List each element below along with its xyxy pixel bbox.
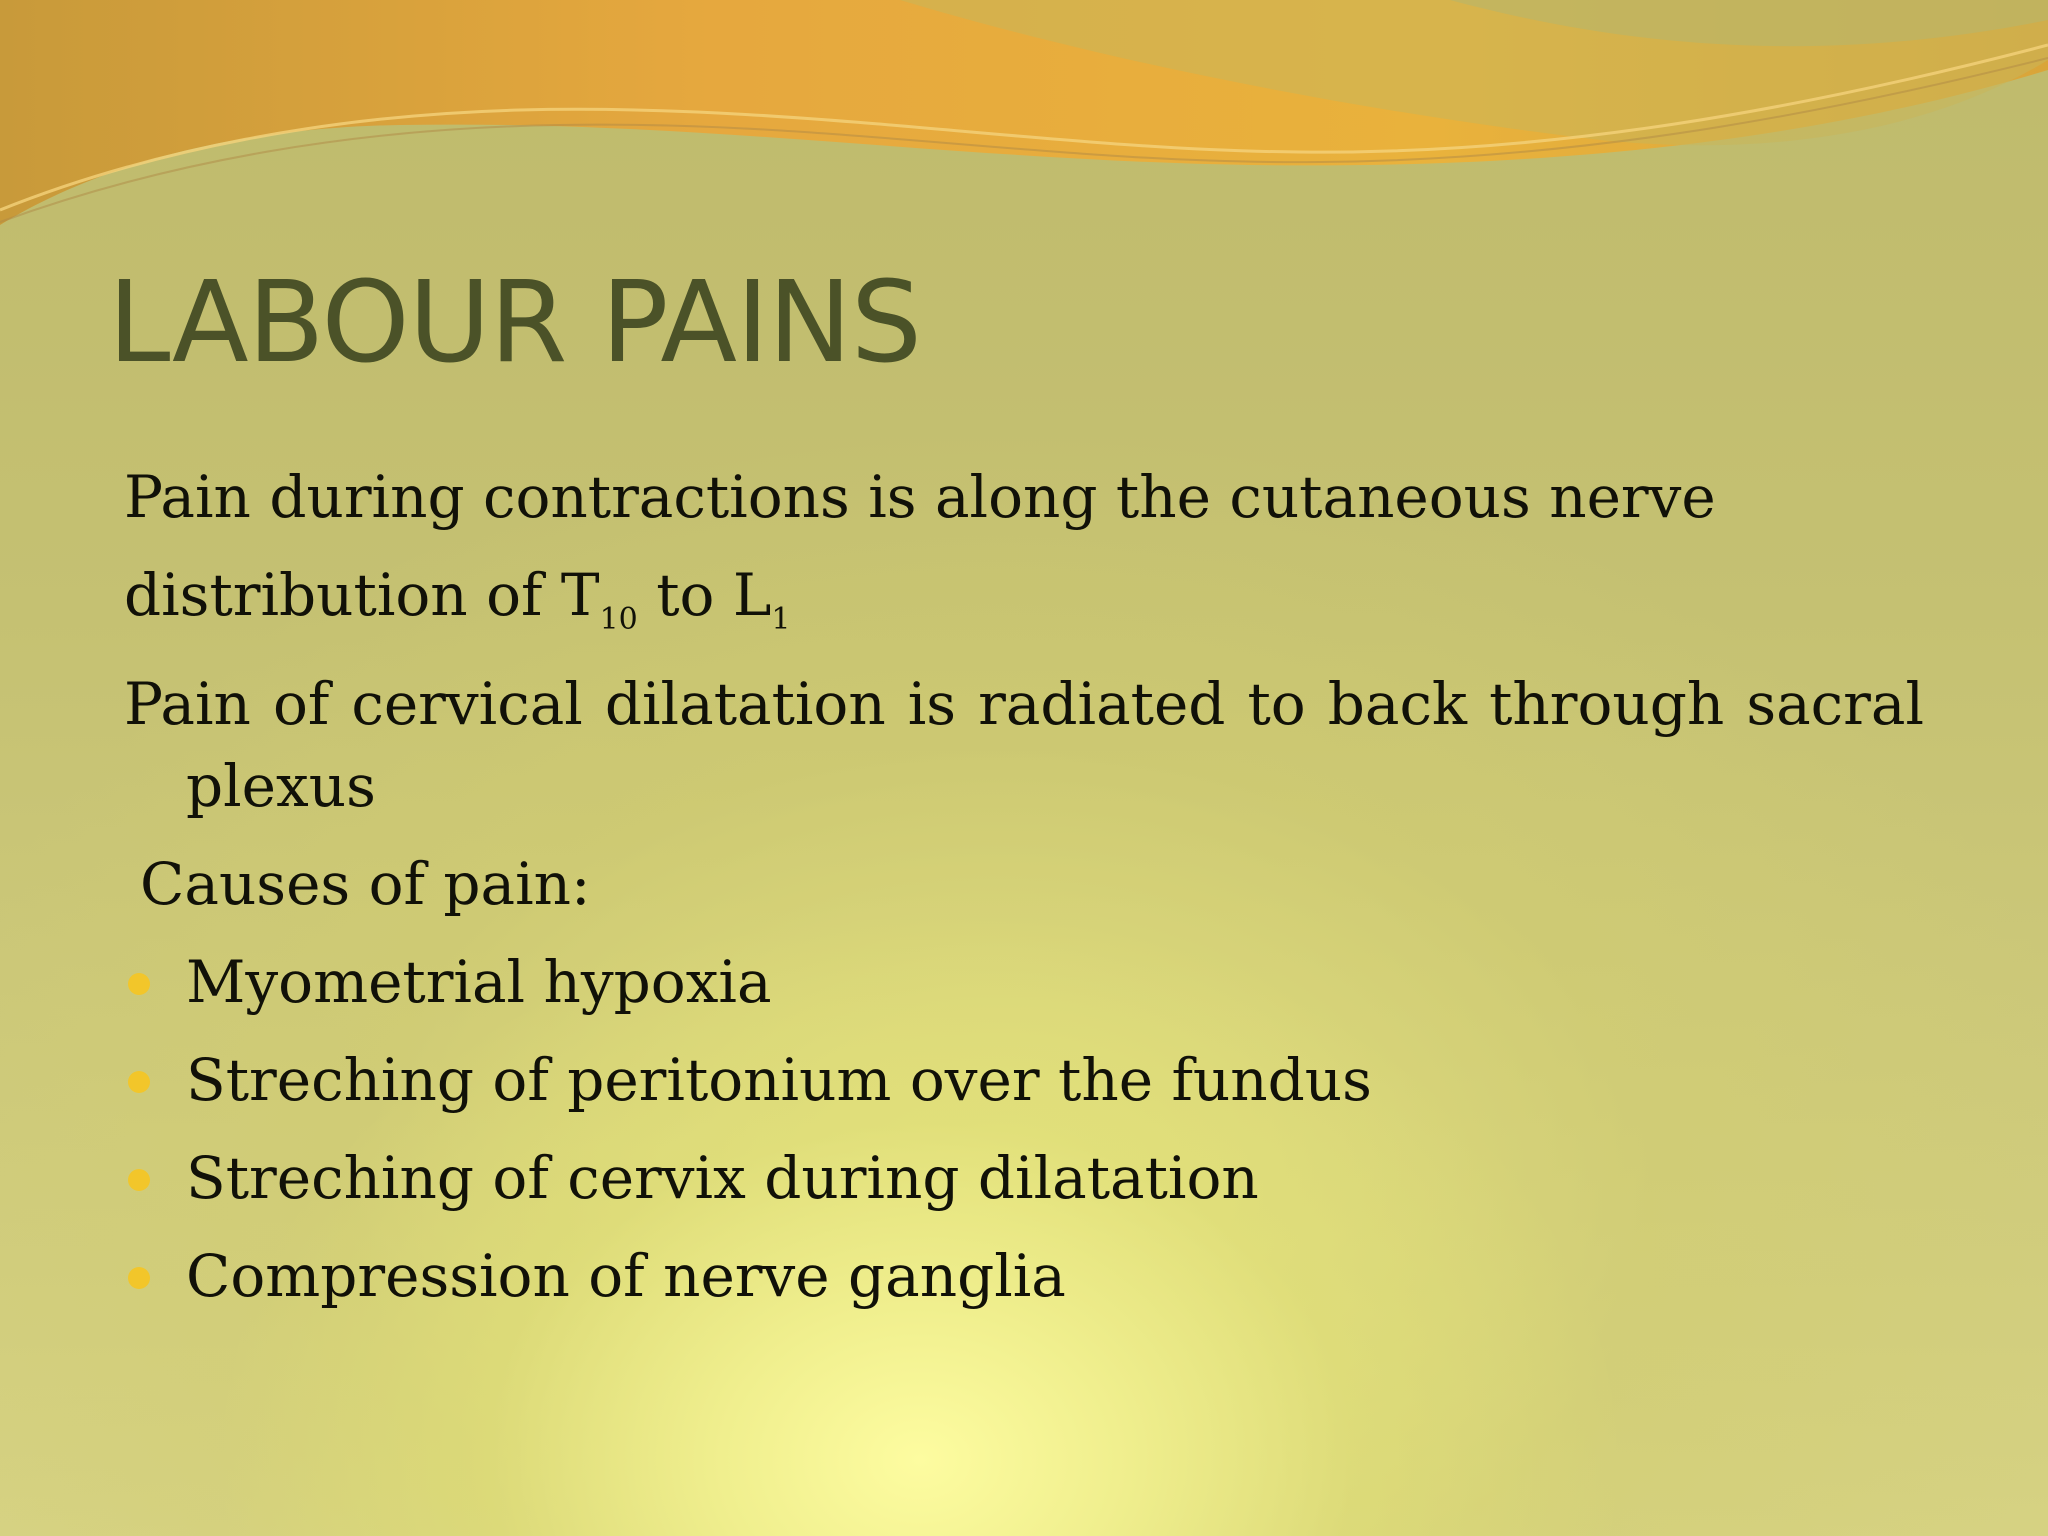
bullet-icon (128, 1169, 150, 1191)
causes-list (124, 933, 1924, 1325)
list-item-text: Streching of peritonium over the fundus (186, 1046, 1372, 1114)
list-item (124, 933, 1924, 1031)
list-item (124, 1031, 1924, 1129)
distribution-text: distribution of T (124, 561, 600, 629)
subscript-t: 10 (599, 602, 638, 637)
subscript-l: 1 (771, 602, 791, 637)
distribution-to-text: to L (637, 561, 772, 629)
decorative-wave-banner (0, 0, 2048, 260)
causes-heading: Causes of pain: (140, 850, 591, 918)
paragraph-nerve-distribution (124, 546, 1924, 655)
list-item-text: Compression of nerve ganglia (186, 1242, 1066, 1310)
list-item-text: Myometrial hypoxia (186, 948, 772, 1016)
slide-body (124, 448, 1924, 1325)
paragraph-pain-contractions: Pain during contractions is along the cutaneous nerve (124, 463, 1716, 531)
bullet-icon (128, 1267, 150, 1289)
list-item-text: Streching of cervix during dilatation (186, 1144, 1259, 1212)
list-item (124, 1129, 1924, 1227)
bullet-icon (128, 973, 150, 995)
bullet-icon (128, 1071, 150, 1093)
paragraph-cervical-dilatation: Pain of cervical dilatation is radiated to back through sacral plexus (124, 670, 1924, 820)
slide-title: LABOUR PAINS (108, 258, 921, 388)
list-item (124, 1227, 1924, 1325)
